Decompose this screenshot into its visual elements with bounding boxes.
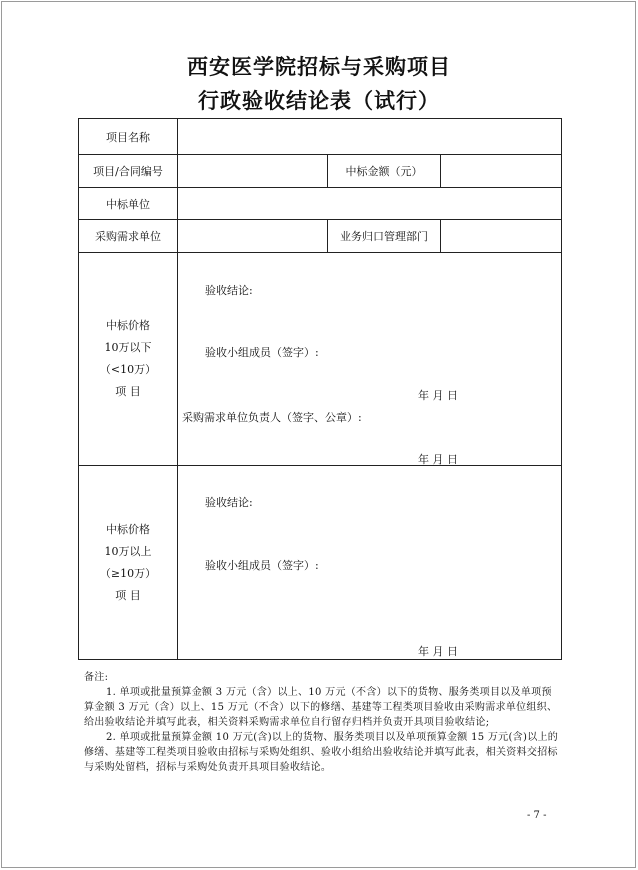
document-title: 西安医学院招标与采购项目 [187,55,451,79]
business-dept-label: 业务归口管理部门 [328,220,441,253]
row-below-10w [79,253,562,466]
business-dept-field[interactable] [441,220,562,253]
below-conclusion-label: 验收结论: [205,284,253,297]
project-name-label: 项目名称 [79,119,178,155]
row-project-name [79,119,562,155]
notes-heading: 备注: [84,672,109,683]
below-label-line2: 10万以下 [104,341,152,354]
note-item-2: 2. 单项或批量预算金额 10 万元(含)以上的货物、服务类项目以及单项预算金额 15 万元(含)以上的修缮、基建等工程类项目验收由招标与采购处组织、验收小组给出验收结论并填写此表，相关资料交招标与采购处留档，招标与采购处负责开具项目验收结论。 [84,732,559,773]
below-10w-content[interactable] [178,253,562,466]
winning-unit-field[interactable] [178,188,562,220]
winning-amount-label: 中标金额（元） [328,155,441,188]
project-name-field[interactable] [178,119,562,155]
contract-no-field[interactable] [178,155,328,188]
below-label-line1: 中标价格 [106,319,150,332]
row-contract-no [79,155,562,188]
below-label-line3: （<10万） [99,363,157,376]
acceptance-form-table [78,118,562,660]
below-date-1: 年 月 日 [418,389,458,402]
below-members-label: 验收小组成员（签字）: [205,346,319,359]
below-date-2: 年 月 日 [418,453,458,466]
row-winning-unit [79,188,562,220]
above-date: 年 月 日 [418,645,458,658]
page-number: - 7 - [527,810,547,821]
below-label-line4: 项 目 [115,385,141,398]
above-10w-label [79,466,178,660]
row-above-10w [79,466,562,660]
note-item-1: 1. 单项或批量预算金额 3 万元（含）以上、10 万元（不含）以下的货物、服务类项目以及单项预算金额 3 万元（含）以上、15 万元（不含）以下的修缮、基建等工程类项目验收由采购需求单位组织、给出验收结论并填写此表，相关资料采购需求单位自行留存归档并负责开具项目验收结论; [84,687,558,728]
winning-unit-label: 中标单位 [79,188,178,220]
document-subtitle: 行政验收结论表（试行） [198,89,440,113]
above-10w-content[interactable] [178,466,562,660]
winning-amount-field[interactable] [441,155,562,188]
above-conclusion-label: 验收结论: [205,496,253,509]
above-label-line2: 10万以上 [104,544,152,558]
contract-no-label: 项目/合同编号 [79,155,178,188]
notes-section [84,670,562,775]
below-10w-label [79,253,178,466]
below-responsible-label: 采购需求单位负责人（签字、公章）: [182,411,362,424]
above-label-line3: （≥10万） [99,566,157,580]
purchasing-unit-field[interactable] [178,220,328,253]
row-purchasing-unit [79,220,562,253]
above-label-line1: 中标价格 [106,522,150,536]
above-label-line4: 项 目 [115,588,141,602]
above-members-label: 验收小组成员（签字）: [205,559,319,572]
purchasing-unit-label: 采购需求单位 [79,220,178,253]
